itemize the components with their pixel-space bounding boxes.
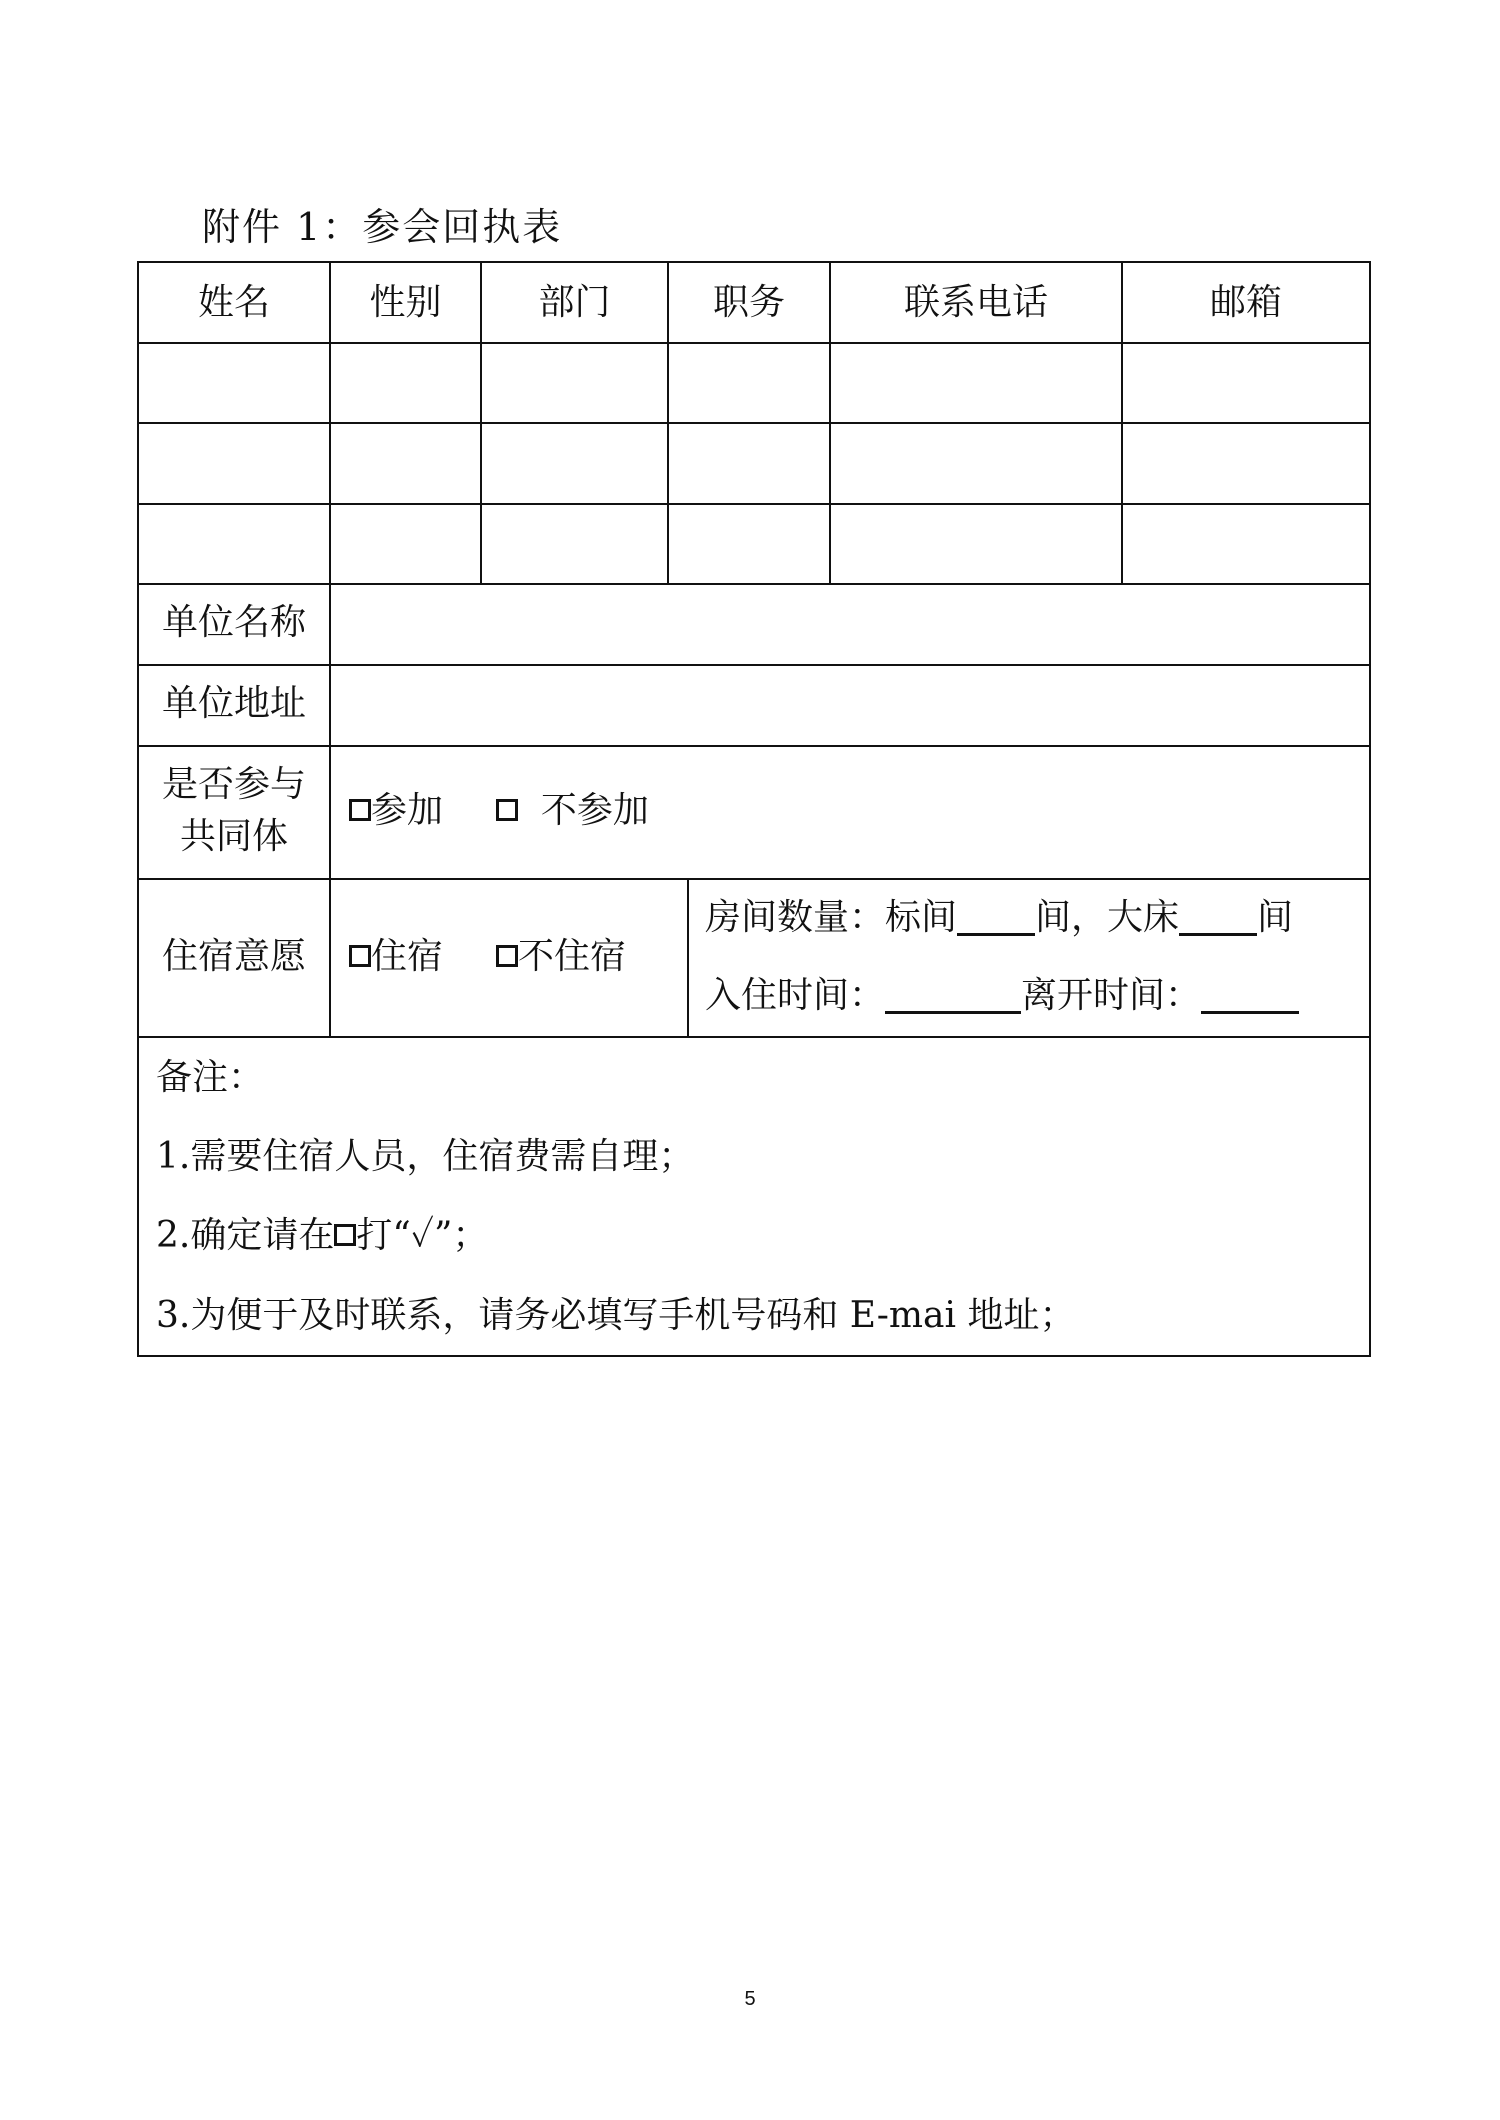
note-item-3: 3.为便于及时联系，请务必填写手机号码和 E-mai 地址；	[156, 1295, 1076, 1336]
attendee-email-field[interactable]	[1123, 505, 1369, 583]
row-divider	[139, 583, 1369, 585]
room-count-line	[705, 897, 1294, 938]
registration-form	[137, 261, 1371, 1357]
attendee-gender-field[interactable]	[331, 344, 480, 422]
row-divider	[139, 1036, 1369, 1038]
standard-room-blank[interactable]	[957, 903, 1035, 936]
unit-name-field[interactable]	[349, 605, 1349, 645]
header-email: 邮箱	[1209, 282, 1282, 323]
stay-option[interactable]	[349, 936, 444, 977]
stay-checkbox[interactable]	[349, 945, 371, 967]
checkout-blank[interactable]	[1201, 981, 1299, 1014]
header-phone: 联系电话	[903, 282, 1048, 323]
join-checkbox[interactable]	[349, 799, 371, 821]
room-count-label: 房间数量：标间	[705, 897, 958, 938]
row-divider	[139, 664, 1369, 666]
checkin-label: 入住时间：	[705, 975, 886, 1016]
lodging-label: 住宿意愿	[161, 936, 306, 977]
stay-option-label: 住宿	[371, 936, 444, 977]
community-label-line2: 共同体	[179, 816, 288, 857]
note-item-1: 1.需要住宿人员，住宿费需自理；	[156, 1136, 695, 1177]
attendee-position-field[interactable]	[669, 344, 829, 422]
big-bed-blank[interactable]	[1179, 903, 1257, 936]
attendee-department-field[interactable]	[482, 424, 667, 503]
not-stay-option[interactable]	[496, 936, 627, 977]
not-join-checkbox[interactable]	[496, 799, 518, 821]
attendee-gender-field[interactable]	[331, 424, 480, 503]
page-title: 附件 1：参会回执表	[202, 205, 563, 249]
attendee-phone-field[interactable]	[831, 424, 1121, 503]
attendee-department-field[interactable]	[482, 344, 667, 422]
row-divider	[139, 745, 1369, 747]
checkbox-icon	[334, 1224, 356, 1246]
attendee-phone-field[interactable]	[831, 505, 1121, 583]
not-join-option-label: 不参加	[540, 790, 649, 831]
attendee-email-field[interactable]	[1123, 424, 1369, 503]
unit-name-label: 单位名称	[161, 602, 306, 643]
attendee-gender-field[interactable]	[331, 505, 480, 583]
join-option[interactable]	[349, 790, 444, 831]
header-gender: 性别	[369, 282, 442, 323]
room-unit: 间，	[1035, 897, 1108, 938]
note-item-2-suffix: 打“✓”；	[356, 1215, 489, 1256]
col-divider	[687, 879, 689, 1037]
not-stay-checkbox[interactable]	[496, 945, 518, 967]
page-number: 5	[744, 1988, 756, 2010]
attendee-position-field[interactable]	[669, 424, 829, 503]
attendee-email-field[interactable]	[1123, 344, 1369, 422]
header-position: 职务	[712, 282, 785, 323]
unit-address-field[interactable]	[349, 686, 1349, 726]
big-bed-unit: 间	[1257, 897, 1294, 938]
attendee-phone-field[interactable]	[831, 344, 1121, 422]
community-label-line1: 是否参与	[161, 764, 306, 805]
join-option-label: 参加	[371, 790, 444, 831]
attendee-department-field[interactable]	[482, 505, 667, 583]
attendee-name-field[interactable]	[139, 424, 329, 503]
checkout-label: 离开时间：	[1021, 975, 1202, 1016]
notes-heading: 备注：	[156, 1057, 265, 1098]
attendee-name-field[interactable]	[139, 344, 329, 422]
checkin-blank[interactable]	[885, 981, 1021, 1014]
note-item-2-prefix: 2.确定请在	[156, 1215, 335, 1256]
attendee-position-field[interactable]	[669, 505, 829, 583]
big-bed-label: 大床	[1107, 897, 1180, 938]
header-department: 部门	[538, 282, 611, 323]
header-name: 姓名	[197, 282, 270, 323]
row-divider	[139, 878, 1369, 880]
dates-line	[705, 975, 1299, 1016]
attendee-name-field[interactable]	[139, 505, 329, 583]
not-stay-option-label: 不住宿	[518, 936, 627, 977]
not-join-option[interactable]	[496, 790, 649, 831]
unit-address-label: 单位地址	[161, 683, 306, 724]
note-item-2	[156, 1215, 489, 1256]
